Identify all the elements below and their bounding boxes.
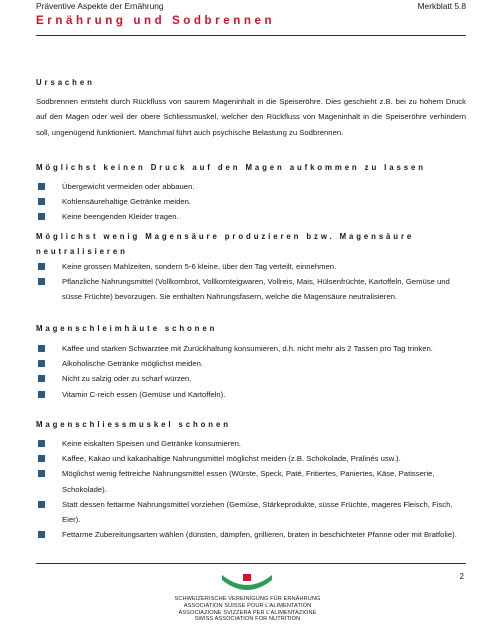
list-item: Vitamin C-reich essen (Gemüse und Kartoffeln).: [36, 387, 466, 402]
bullet-list-druck: [36, 179, 466, 225]
bullet-square-icon: [38, 501, 45, 508]
bullet-square-icon: [38, 470, 45, 477]
section-heading-schliessmuskel: Magenschliessmuskel schonen: [36, 420, 231, 429]
page-number: 2: [459, 572, 464, 581]
list-item: Nicht zu salzig oder zu scharf würzen.: [36, 371, 466, 386]
list-item: Keine beengenden Kleider tragen.: [36, 209, 466, 224]
bullet-list-schleimhaeute: [36, 341, 466, 402]
bullet-list-schliessmuskel: [36, 436, 466, 542]
list-item: Fettarme Zubereitungsarten wählen (dünsten, dämpfen, grillieren, braten in beschichteter Pfanne oder mit Bratfolie).: [36, 527, 466, 542]
top-divider: [36, 35, 466, 36]
org-line-de: SCHWEIZERISCHE VEREINIGUNG FÜR ERNÄHRUNG: [174, 596, 321, 602]
header-sheet-number: Merkblatt 5.8: [417, 1, 466, 11]
bullet-square-icon: [38, 455, 45, 462]
list-item: Kaffee, Kakao und kakaohaltige Nahrungsmittel möglichst meiden (z.B. Schokolade, Pralinés usw.).: [36, 451, 466, 466]
bullet-square-icon: [38, 391, 45, 398]
document-title: Ernährung und Sodbrennen: [36, 14, 276, 27]
org-line-it: ASSOCIAZIONE SVIZZERA PER L’ALIMENTAZIONE: [178, 609, 317, 616]
bullet-square-icon: [38, 213, 45, 220]
org-line-en: SWISS ASSOCIATION FOR NUTRITION: [194, 616, 301, 623]
list-item: Möglichst wenig fettreiche Nahrungsmittel essen (Würste, Speck, Paté, Fritiertes, Paniertes, Käse, Patisserie, Schokolade).: [36, 466, 466, 496]
list-item: Alkoholische Getränke möglichst meiden.: [36, 356, 466, 371]
org-line-fr: ASSOCIATION SUISSE POUR L’ALIMENTATION: [183, 602, 312, 609]
sge-logo-icon: [220, 573, 274, 593]
bullet-square-icon: [38, 440, 45, 447]
section-heading-druck: Möglichst keinen Druck auf den Magen aufkommen zu lassen: [36, 163, 426, 172]
list-item: Übergewicht vermeiden oder abbauen.: [36, 179, 466, 194]
section-heading-schleimhaeute: Magenschleimhäute schonen: [36, 324, 218, 333]
bullet-square-icon: [38, 183, 45, 190]
list-item: Keine eiskalten Speisen und Getränke konsumieren.: [36, 436, 466, 451]
bullet-square-icon: [38, 360, 45, 367]
section-heading-ursachen: Ursachen: [36, 78, 95, 87]
bullet-square-icon: [38, 263, 45, 270]
bullet-square-icon: [38, 345, 45, 352]
bottom-divider: [36, 563, 466, 564]
bullet-list-magensaeure: [36, 259, 466, 305]
bullet-square-icon: [38, 375, 45, 382]
header-subject: Präventive Aspekte der Ernährung: [36, 1, 164, 11]
bullet-square-icon: [38, 278, 45, 285]
section-paragraph-ursachen: Sodbrennen entsteht durch Rückfluss von saurem Mageninhalt in die Speiseröhre. Dies geschieht z.B. bei zu hohem Druck auf den Magen oder weil der obere Schliessmuskel, welcher den Rückfluss von Mageninhalt in die Speiseröhre verhindern soll, ungenügend funktioniert. Manchmal führt auch psychische Belastung zu Sodbrennen.: [36, 97, 466, 137]
list-item: Pflanzliche Nahrungsmittel (Vollkornbrot, Vollkornteigwaren, Vollreis, Mais, Hülsenfrüchte, Kartoffeln, Gemüse und süsse Früchte) bevorzugen. Sie enthalten Nahrungsfasern, welche die Magensäure neutralisieren.: [36, 274, 466, 304]
list-item: Kohlensäurehaltige Getränke meiden.: [36, 194, 466, 209]
bullet-square-icon: [38, 531, 45, 538]
bullet-square-icon: [38, 198, 45, 205]
section-heading-magensaeure: Möglichst wenig Magensäure produzieren bzw. Magensäure neutralisieren: [36, 232, 415, 256]
list-item: Keine grossen Mahlzeiten, sondern 5-6 kleine, über den Tag verteilt, einnehmen.: [36, 259, 466, 274]
list-item: Statt dessen fettarme Nahrungsmittel vorziehen (Gemüse, Stärkeprodukte, süsse Früchte, mageres Fleisch, Fisch, Eier).: [36, 497, 466, 527]
organization-name: [0, 596, 495, 623]
list-item: Kaffee und starken Schwarztee mit Zurückhaltung konsumieren, d.h. nicht mehr als 2 Tassen pro Tag trinken.: [36, 341, 466, 356]
